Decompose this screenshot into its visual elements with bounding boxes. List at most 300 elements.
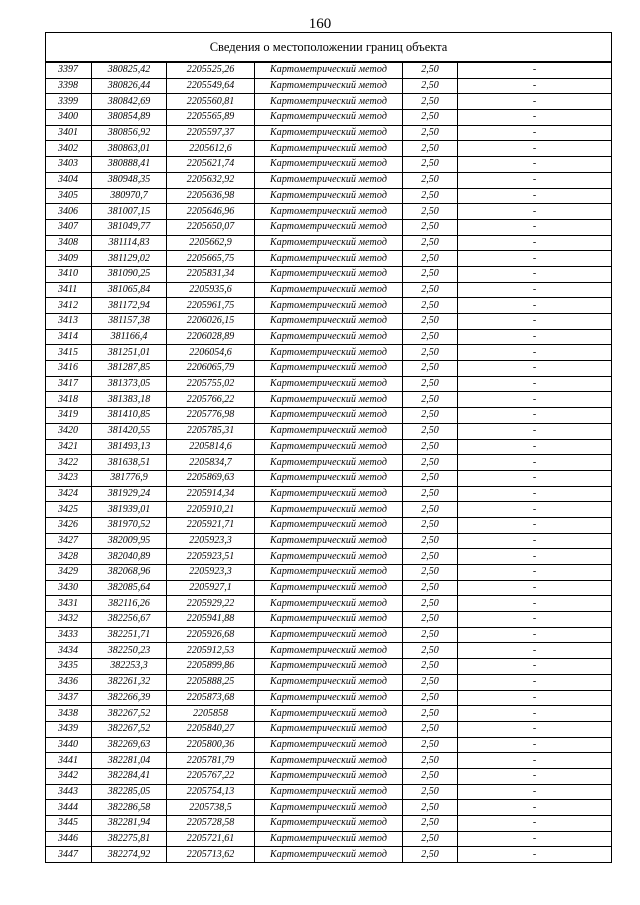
table-row bbox=[46, 706, 612, 722]
accuracy-cell: 2,50 bbox=[403, 706, 458, 722]
method-cell: Картометрический метод bbox=[255, 235, 403, 251]
y-coordinate-cell: 2205597,37 bbox=[167, 125, 255, 141]
y-coordinate-cell: 2205929,22 bbox=[167, 596, 255, 612]
table-row bbox=[46, 596, 612, 612]
x-coordinate-cell: 380888,41 bbox=[92, 157, 167, 173]
y-coordinate-cell: 2205565,89 bbox=[167, 110, 255, 126]
x-coordinate-cell: 382284,41 bbox=[92, 768, 167, 784]
table-caption-row bbox=[46, 33, 612, 63]
table-row bbox=[46, 486, 612, 502]
point-number-cell: 3430 bbox=[46, 580, 92, 596]
point-number-cell: 3412 bbox=[46, 298, 92, 314]
point-number-cell: 3421 bbox=[46, 439, 92, 455]
table-row bbox=[46, 157, 612, 173]
point-number-cell: 3402 bbox=[46, 141, 92, 157]
method-cell: Картометрический метод bbox=[255, 816, 403, 832]
table-row bbox=[46, 753, 612, 769]
y-coordinate-cell: 2205650,07 bbox=[167, 219, 255, 235]
accuracy-cell: 2,50 bbox=[403, 408, 458, 424]
y-coordinate-cell: 2205912,53 bbox=[167, 643, 255, 659]
accuracy-cell: 2,50 bbox=[403, 141, 458, 157]
description-cell: - bbox=[458, 219, 612, 235]
description-cell: - bbox=[458, 847, 612, 863]
x-coordinate-cell: 381114,83 bbox=[92, 235, 167, 251]
description-cell: - bbox=[458, 533, 612, 549]
table-row bbox=[46, 549, 612, 565]
y-coordinate-cell: 2205800,36 bbox=[167, 737, 255, 753]
point-number-cell: 3411 bbox=[46, 282, 92, 298]
y-coordinate-cell: 2205814,6 bbox=[167, 439, 255, 455]
x-coordinate-cell: 382116,26 bbox=[92, 596, 167, 612]
accuracy-cell: 2,50 bbox=[403, 847, 458, 863]
point-number-cell: 3398 bbox=[46, 78, 92, 94]
method-cell: Картометрический метод bbox=[255, 314, 403, 330]
table-row bbox=[46, 627, 612, 643]
point-number-cell: 3416 bbox=[46, 361, 92, 377]
method-cell: Картометрический метод bbox=[255, 157, 403, 173]
table-row bbox=[46, 235, 612, 251]
x-coordinate-cell: 382285,05 bbox=[92, 784, 167, 800]
method-cell: Картометрический метод bbox=[255, 643, 403, 659]
method-cell: Картометрический метод bbox=[255, 627, 403, 643]
table-row bbox=[46, 62, 612, 78]
x-coordinate-cell: 381410,85 bbox=[92, 408, 167, 424]
y-coordinate-cell: 2205721,61 bbox=[167, 831, 255, 847]
method-cell: Картометрический метод bbox=[255, 565, 403, 581]
description-cell: - bbox=[458, 690, 612, 706]
description-cell: - bbox=[458, 62, 612, 78]
method-cell: Картометрический метод bbox=[255, 737, 403, 753]
y-coordinate-cell: 2205869,63 bbox=[167, 470, 255, 486]
accuracy-cell: 2,50 bbox=[403, 110, 458, 126]
point-number-cell: 3445 bbox=[46, 816, 92, 832]
y-coordinate-cell: 2205923,51 bbox=[167, 549, 255, 565]
table-row bbox=[46, 580, 612, 596]
method-cell: Картометрический метод bbox=[255, 345, 403, 361]
accuracy-cell: 2,50 bbox=[403, 674, 458, 690]
x-coordinate-cell: 380948,35 bbox=[92, 172, 167, 188]
x-coordinate-cell: 381638,51 bbox=[92, 455, 167, 471]
accuracy-cell: 2,50 bbox=[403, 361, 458, 377]
table-row bbox=[46, 439, 612, 455]
point-number-cell: 3440 bbox=[46, 737, 92, 753]
accuracy-cell: 2,50 bbox=[403, 439, 458, 455]
description-cell: - bbox=[458, 408, 612, 424]
y-coordinate-cell: 2205923,3 bbox=[167, 533, 255, 549]
method-cell: Картометрический метод bbox=[255, 94, 403, 110]
accuracy-cell: 2,50 bbox=[403, 580, 458, 596]
table-row bbox=[46, 141, 612, 157]
x-coordinate-cell: 382009,95 bbox=[92, 533, 167, 549]
accuracy-cell: 2,50 bbox=[403, 753, 458, 769]
accuracy-cell: 2,50 bbox=[403, 314, 458, 330]
y-coordinate-cell: 2205766,22 bbox=[167, 392, 255, 408]
description-cell: - bbox=[458, 831, 612, 847]
method-cell: Картометрический метод bbox=[255, 219, 403, 235]
x-coordinate-cell: 381065,84 bbox=[92, 282, 167, 298]
x-coordinate-cell: 382275,81 bbox=[92, 831, 167, 847]
description-cell: - bbox=[458, 392, 612, 408]
accuracy-cell: 2,50 bbox=[403, 125, 458, 141]
y-coordinate-cell: 2205910,21 bbox=[167, 502, 255, 518]
y-coordinate-cell: 2205961,75 bbox=[167, 298, 255, 314]
method-cell: Картометрический метод bbox=[255, 172, 403, 188]
table-row bbox=[46, 110, 612, 126]
accuracy-cell: 2,50 bbox=[403, 721, 458, 737]
point-number-cell: 3427 bbox=[46, 533, 92, 549]
y-coordinate-cell: 2206028,89 bbox=[167, 329, 255, 345]
description-cell: - bbox=[458, 627, 612, 643]
table-caption: Сведения о местоположении границ объекта bbox=[46, 33, 612, 63]
point-number-cell: 3432 bbox=[46, 612, 92, 628]
method-cell: Картометрический метод bbox=[255, 125, 403, 141]
point-number-cell: 3400 bbox=[46, 110, 92, 126]
y-coordinate-cell: 2205621,74 bbox=[167, 157, 255, 173]
method-cell: Картометрический метод bbox=[255, 659, 403, 675]
accuracy-cell: 2,50 bbox=[403, 157, 458, 173]
accuracy-cell: 2,50 bbox=[403, 251, 458, 267]
table-row bbox=[46, 204, 612, 220]
x-coordinate-cell: 382281,04 bbox=[92, 753, 167, 769]
y-coordinate-cell: 2205755,02 bbox=[167, 376, 255, 392]
table-row bbox=[46, 376, 612, 392]
point-number-cell: 3447 bbox=[46, 847, 92, 863]
method-cell: Картометрический метод bbox=[255, 533, 403, 549]
y-coordinate-cell: 2206054,6 bbox=[167, 345, 255, 361]
method-cell: Картометрический метод bbox=[255, 612, 403, 628]
table-row bbox=[46, 408, 612, 424]
y-coordinate-cell: 2205549,64 bbox=[167, 78, 255, 94]
x-coordinate-cell: 380970,7 bbox=[92, 188, 167, 204]
description-cell: - bbox=[458, 157, 612, 173]
accuracy-cell: 2,50 bbox=[403, 266, 458, 282]
table-row bbox=[46, 847, 612, 863]
description-cell: - bbox=[458, 486, 612, 502]
x-coordinate-cell: 380856,92 bbox=[92, 125, 167, 141]
point-number-cell: 3415 bbox=[46, 345, 92, 361]
accuracy-cell: 2,50 bbox=[403, 800, 458, 816]
accuracy-cell: 2,50 bbox=[403, 172, 458, 188]
method-cell: Картометрический метод bbox=[255, 784, 403, 800]
y-coordinate-cell: 2205923,3 bbox=[167, 565, 255, 581]
y-coordinate-cell: 2205728,58 bbox=[167, 816, 255, 832]
description-cell: - bbox=[458, 737, 612, 753]
x-coordinate-cell: 382267,52 bbox=[92, 706, 167, 722]
point-number-cell: 3425 bbox=[46, 502, 92, 518]
description-cell: - bbox=[458, 580, 612, 596]
method-cell: Картометрический метод bbox=[255, 204, 403, 220]
accuracy-cell: 2,50 bbox=[403, 502, 458, 518]
y-coordinate-cell: 2205926,68 bbox=[167, 627, 255, 643]
accuracy-cell: 2,50 bbox=[403, 627, 458, 643]
table-row bbox=[46, 423, 612, 439]
table-row bbox=[46, 78, 612, 94]
accuracy-cell: 2,50 bbox=[403, 94, 458, 110]
x-coordinate-cell: 380854,89 bbox=[92, 110, 167, 126]
x-coordinate-cell: 382281,94 bbox=[92, 816, 167, 832]
accuracy-cell: 2,50 bbox=[403, 816, 458, 832]
table-row bbox=[46, 94, 612, 110]
table-row bbox=[46, 831, 612, 847]
y-coordinate-cell: 2206065,79 bbox=[167, 361, 255, 377]
accuracy-cell: 2,50 bbox=[403, 643, 458, 659]
point-number-cell: 3418 bbox=[46, 392, 92, 408]
method-cell: Картометрический метод bbox=[255, 141, 403, 157]
description-cell: - bbox=[458, 549, 612, 565]
y-coordinate-cell: 2205612,6 bbox=[167, 141, 255, 157]
x-coordinate-cell: 382085,64 bbox=[92, 580, 167, 596]
table-row bbox=[46, 345, 612, 361]
method-cell: Картометрический метод bbox=[255, 470, 403, 486]
description-cell: - bbox=[458, 266, 612, 282]
y-coordinate-cell: 2206026,15 bbox=[167, 314, 255, 330]
method-cell: Картометрический метод bbox=[255, 376, 403, 392]
x-coordinate-cell: 382068,96 bbox=[92, 565, 167, 581]
method-cell: Картометрический метод bbox=[255, 329, 403, 345]
table-row bbox=[46, 361, 612, 377]
point-number-cell: 3424 bbox=[46, 486, 92, 502]
method-cell: Картометрический метод bbox=[255, 455, 403, 471]
y-coordinate-cell: 2205738,5 bbox=[167, 800, 255, 816]
point-number-cell: 3397 bbox=[46, 62, 92, 78]
x-coordinate-cell: 382250,23 bbox=[92, 643, 167, 659]
point-number-cell: 3404 bbox=[46, 172, 92, 188]
method-cell: Картометрический метод bbox=[255, 266, 403, 282]
description-cell: - bbox=[458, 125, 612, 141]
point-number-cell: 3434 bbox=[46, 643, 92, 659]
description-cell: - bbox=[458, 282, 612, 298]
method-cell: Картометрический метод bbox=[255, 486, 403, 502]
table-row bbox=[46, 298, 612, 314]
method-cell: Картометрический метод bbox=[255, 831, 403, 847]
table-row bbox=[46, 737, 612, 753]
x-coordinate-cell: 381007,15 bbox=[92, 204, 167, 220]
x-coordinate-cell: 381420,55 bbox=[92, 423, 167, 439]
description-cell: - bbox=[458, 251, 612, 267]
x-coordinate-cell: 381287,85 bbox=[92, 361, 167, 377]
table-row bbox=[46, 659, 612, 675]
accuracy-cell: 2,50 bbox=[403, 486, 458, 502]
description-cell: - bbox=[458, 502, 612, 518]
y-coordinate-cell: 2205831,34 bbox=[167, 266, 255, 282]
y-coordinate-cell: 2205646,96 bbox=[167, 204, 255, 220]
description-cell: - bbox=[458, 94, 612, 110]
y-coordinate-cell: 2205560,81 bbox=[167, 94, 255, 110]
table-row bbox=[46, 172, 612, 188]
method-cell: Картометрический метод bbox=[255, 110, 403, 126]
accuracy-cell: 2,50 bbox=[403, 659, 458, 675]
point-number-cell: 3401 bbox=[46, 125, 92, 141]
method-cell: Картометрический метод bbox=[255, 768, 403, 784]
point-number-cell: 3435 bbox=[46, 659, 92, 675]
method-cell: Картометрический метод bbox=[255, 298, 403, 314]
point-number-cell: 3426 bbox=[46, 517, 92, 533]
description-cell: - bbox=[458, 800, 612, 816]
accuracy-cell: 2,50 bbox=[403, 831, 458, 847]
x-coordinate-cell: 381157,38 bbox=[92, 314, 167, 330]
table-row bbox=[46, 219, 612, 235]
x-coordinate-cell: 381929,24 bbox=[92, 486, 167, 502]
x-coordinate-cell: 381049,77 bbox=[92, 219, 167, 235]
point-number-cell: 3433 bbox=[46, 627, 92, 643]
x-coordinate-cell: 380863,01 bbox=[92, 141, 167, 157]
x-coordinate-cell: 381970,52 bbox=[92, 517, 167, 533]
accuracy-cell: 2,50 bbox=[403, 345, 458, 361]
accuracy-cell: 2,50 bbox=[403, 329, 458, 345]
description-cell: - bbox=[458, 188, 612, 204]
accuracy-cell: 2,50 bbox=[403, 78, 458, 94]
x-coordinate-cell: 382266,39 bbox=[92, 690, 167, 706]
point-number-cell: 3441 bbox=[46, 753, 92, 769]
table-row bbox=[46, 690, 612, 706]
x-coordinate-cell: 382269,63 bbox=[92, 737, 167, 753]
y-coordinate-cell: 2205941,88 bbox=[167, 612, 255, 628]
boundary-table bbox=[45, 32, 612, 863]
method-cell: Картометрический метод bbox=[255, 423, 403, 439]
method-cell: Картометрический метод bbox=[255, 517, 403, 533]
accuracy-cell: 2,50 bbox=[403, 376, 458, 392]
method-cell: Картометрический метод bbox=[255, 408, 403, 424]
y-coordinate-cell: 2205781,79 bbox=[167, 753, 255, 769]
point-number-cell: 3428 bbox=[46, 549, 92, 565]
accuracy-cell: 2,50 bbox=[403, 282, 458, 298]
table-row bbox=[46, 533, 612, 549]
x-coordinate-cell: 382040,89 bbox=[92, 549, 167, 565]
accuracy-cell: 2,50 bbox=[403, 517, 458, 533]
y-coordinate-cell: 2205840,27 bbox=[167, 721, 255, 737]
description-cell: - bbox=[458, 329, 612, 345]
y-coordinate-cell: 2205927,1 bbox=[167, 580, 255, 596]
method-cell: Картометрический метод bbox=[255, 596, 403, 612]
x-coordinate-cell: 381776,9 bbox=[92, 470, 167, 486]
point-number-cell: 3422 bbox=[46, 455, 92, 471]
x-coordinate-cell: 381373,05 bbox=[92, 376, 167, 392]
point-number-cell: 3444 bbox=[46, 800, 92, 816]
table-row bbox=[46, 643, 612, 659]
description-cell: - bbox=[458, 816, 612, 832]
x-coordinate-cell: 382251,71 bbox=[92, 627, 167, 643]
point-number-cell: 3443 bbox=[46, 784, 92, 800]
table-row bbox=[46, 188, 612, 204]
page-number: 160 bbox=[308, 16, 332, 32]
point-number-cell: 3406 bbox=[46, 204, 92, 220]
description-cell: - bbox=[458, 345, 612, 361]
accuracy-cell: 2,50 bbox=[403, 235, 458, 251]
description-cell: - bbox=[458, 565, 612, 581]
description-cell: - bbox=[458, 439, 612, 455]
description-cell: - bbox=[458, 470, 612, 486]
point-number-cell: 3403 bbox=[46, 157, 92, 173]
method-cell: Картометрический метод bbox=[255, 800, 403, 816]
table-row bbox=[46, 612, 612, 628]
accuracy-cell: 2,50 bbox=[403, 188, 458, 204]
description-cell: - bbox=[458, 376, 612, 392]
y-coordinate-cell: 2205776,98 bbox=[167, 408, 255, 424]
method-cell: Картометрический метод bbox=[255, 674, 403, 690]
point-number-cell: 3446 bbox=[46, 831, 92, 847]
y-coordinate-cell: 2205888,25 bbox=[167, 674, 255, 690]
description-cell: - bbox=[458, 361, 612, 377]
table-row bbox=[46, 502, 612, 518]
y-coordinate-cell: 2205914,34 bbox=[167, 486, 255, 502]
description-cell: - bbox=[458, 706, 612, 722]
table-row bbox=[46, 251, 612, 267]
table-row bbox=[46, 392, 612, 408]
x-coordinate-cell: 380826,44 bbox=[92, 78, 167, 94]
table-row bbox=[46, 266, 612, 282]
description-cell: - bbox=[458, 78, 612, 94]
point-number-cell: 3429 bbox=[46, 565, 92, 581]
description-cell: - bbox=[458, 596, 612, 612]
accuracy-cell: 2,50 bbox=[403, 784, 458, 800]
x-coordinate-cell: 381251,01 bbox=[92, 345, 167, 361]
table-row bbox=[46, 329, 612, 345]
y-coordinate-cell: 2205713,62 bbox=[167, 847, 255, 863]
accuracy-cell: 2,50 bbox=[403, 423, 458, 439]
x-coordinate-cell: 380842,69 bbox=[92, 94, 167, 110]
x-coordinate-cell: 381166,4 bbox=[92, 329, 167, 345]
description-cell: - bbox=[458, 659, 612, 675]
description-cell: - bbox=[458, 455, 612, 471]
method-cell: Картометрический метод bbox=[255, 721, 403, 737]
y-coordinate-cell: 2205662,9 bbox=[167, 235, 255, 251]
accuracy-cell: 2,50 bbox=[403, 565, 458, 581]
table-row bbox=[46, 800, 612, 816]
accuracy-cell: 2,50 bbox=[403, 690, 458, 706]
point-number-cell: 3409 bbox=[46, 251, 92, 267]
x-coordinate-cell: 382256,67 bbox=[92, 612, 167, 628]
accuracy-cell: 2,50 bbox=[403, 298, 458, 314]
method-cell: Картометрический метод bbox=[255, 78, 403, 94]
description-cell: - bbox=[458, 753, 612, 769]
point-number-cell: 3407 bbox=[46, 219, 92, 235]
description-cell: - bbox=[458, 768, 612, 784]
point-number-cell: 3438 bbox=[46, 706, 92, 722]
point-number-cell: 3437 bbox=[46, 690, 92, 706]
table-row bbox=[46, 674, 612, 690]
y-coordinate-cell: 2205834,7 bbox=[167, 455, 255, 471]
accuracy-cell: 2,50 bbox=[403, 219, 458, 235]
point-number-cell: 3436 bbox=[46, 674, 92, 690]
method-cell: Картометрический метод bbox=[255, 361, 403, 377]
accuracy-cell: 2,50 bbox=[403, 549, 458, 565]
description-cell: - bbox=[458, 172, 612, 188]
table-row bbox=[46, 784, 612, 800]
y-coordinate-cell: 2205767,22 bbox=[167, 768, 255, 784]
accuracy-cell: 2,50 bbox=[403, 612, 458, 628]
x-coordinate-cell: 382274,92 bbox=[92, 847, 167, 863]
point-number-cell: 3414 bbox=[46, 329, 92, 345]
x-coordinate-cell: 381383,18 bbox=[92, 392, 167, 408]
description-cell: - bbox=[458, 141, 612, 157]
point-number-cell: 3408 bbox=[46, 235, 92, 251]
table-row bbox=[46, 470, 612, 486]
method-cell: Картометрический метод bbox=[255, 188, 403, 204]
description-cell: - bbox=[458, 204, 612, 220]
y-coordinate-cell: 2205636,98 bbox=[167, 188, 255, 204]
point-number-cell: 3419 bbox=[46, 408, 92, 424]
accuracy-cell: 2,50 bbox=[403, 737, 458, 753]
accuracy-cell: 2,50 bbox=[403, 596, 458, 612]
description-cell: - bbox=[458, 110, 612, 126]
method-cell: Картометрический метод bbox=[255, 753, 403, 769]
point-number-cell: 3405 bbox=[46, 188, 92, 204]
accuracy-cell: 2,50 bbox=[403, 204, 458, 220]
y-coordinate-cell: 2205899,86 bbox=[167, 659, 255, 675]
table-row bbox=[46, 721, 612, 737]
method-cell: Картометрический метод bbox=[255, 392, 403, 408]
description-cell: - bbox=[458, 235, 612, 251]
